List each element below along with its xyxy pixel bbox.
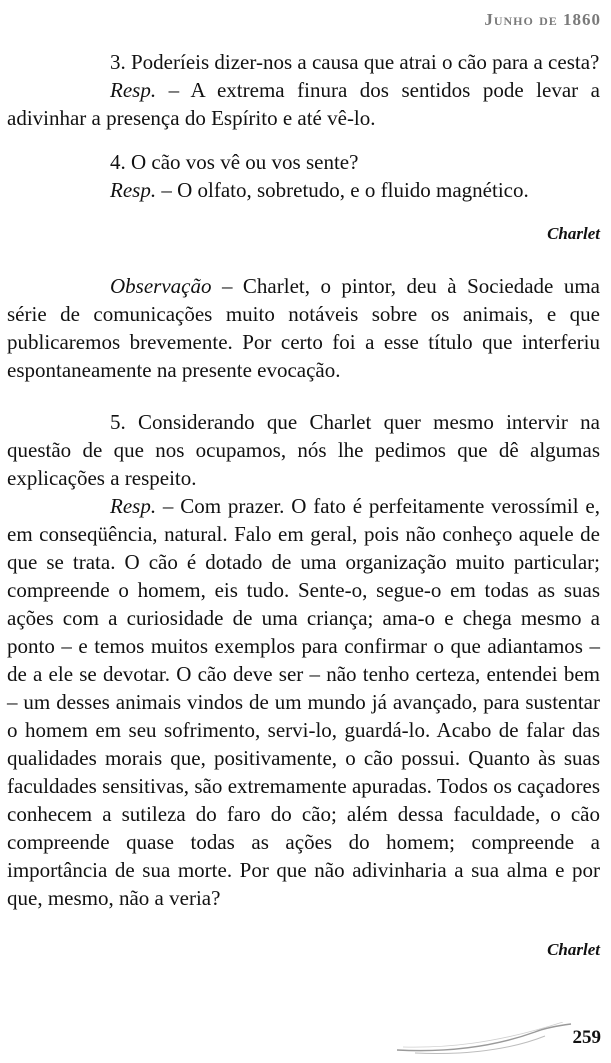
decorative-swoosh-icon bbox=[395, 1022, 575, 1056]
answer-text: – A extrema finura dos sentidos pode levar a adivinhar a presença do Espírito e até vê-lo. bbox=[7, 78, 600, 130]
question-3: 3. Poderíeis dizer-nos a causa que atrai o cão para a cesta? bbox=[110, 50, 600, 74]
answer-4 bbox=[7, 176, 600, 204]
resp-label: Resp. bbox=[110, 494, 157, 518]
signature: Charlet bbox=[547, 224, 600, 243]
resp-label: Resp. bbox=[110, 78, 157, 102]
answer-text: – Com prazer. O fato é perfeitamente verossímil e, em conseqüência, natural. Falo em geral, pois não conheço aquele de que se trata. O cão é dotado de uma organização muito particular; compreende o homem, eis tudo. Sente-o, segue-o em todas as suas ações com a curiosidade de uma criança; ama-o e chega mesmo a ponto – e temos muitos exemplos para confirmar o que adiantamos – de a ele se devotar. O cão deve ser – não tenho certeza, entendei bem – um desses animais vindos de um mundo já avançado, para sustentar o homem em seu sofrimento, servi-lo, guardá-lo. Acabo de falar das qualidades morais que, positivamente, o cão possui. Quanto às suas faculdades sensitivas, são extremamente apuradas. Todos os caçadores conhecem a sutileza do faro do cão; além dessa faculdade, o cão compreende quase todas as ações do homem; compreende a importância de sua morte. Por que não adivinharia a sua alma e por que, mesmo, não a veria? bbox=[7, 494, 600, 910]
answer-5 bbox=[7, 492, 600, 912]
observation-label: Observação bbox=[110, 274, 212, 298]
question-5: 5. Considerando que Charlet quer mesmo intervir na questão de que nos ocupamos, nós lhe pedimos que dê algumas explicações a respeito. bbox=[7, 410, 600, 490]
resp-label: Resp. bbox=[110, 178, 157, 202]
answer-text: – O olfato, sobretudo, e o fluido magnético. bbox=[156, 178, 529, 202]
running-header bbox=[484, 10, 601, 30]
page-body bbox=[7, 48, 600, 964]
running-title: Junho de 1860 bbox=[484, 10, 601, 29]
page-number: 259 bbox=[572, 1027, 601, 1048]
observation bbox=[7, 272, 600, 384]
question-4: 4. O cão vos vê ou vos sente? bbox=[110, 150, 359, 174]
signature: Charlet bbox=[547, 940, 600, 959]
answer-3 bbox=[7, 76, 600, 132]
observation-text: – Charlet, o pintor, deu à Sociedade uma série de comunicações muito notáveis sobre os animais, e que publicaremos brevemente. Por certo foi a esse título que interferiu espontaneamente na presente evocação. bbox=[7, 274, 600, 382]
